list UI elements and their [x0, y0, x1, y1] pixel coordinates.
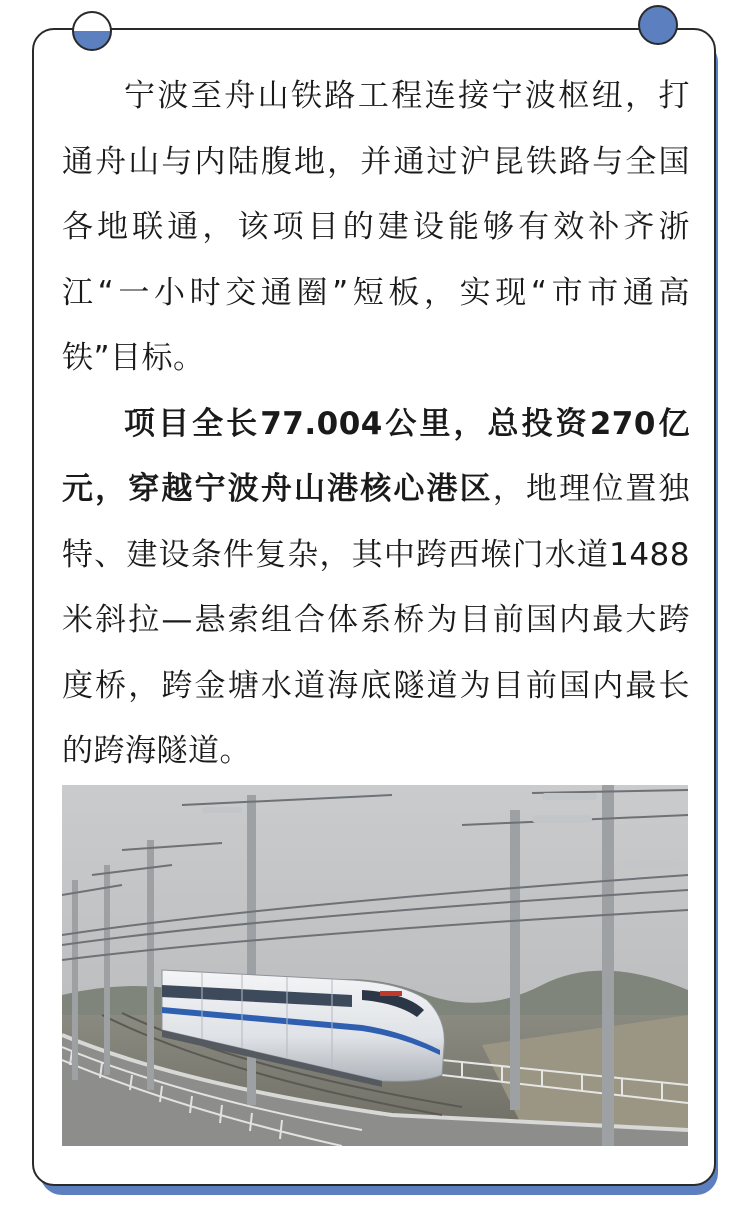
paragraph-2-highlight: 项目全长77.004公里，总投资270亿元，穿越宁波舟山港核心港区 — [62, 405, 690, 507]
high-speed-train-photo — [62, 785, 688, 1146]
paragraph-2-rest: ，地理位置独特、建设条件复杂，其中跨西堠门水道1488米斜拉—悬索组合体系桥为目前国内最大跨度桥，跨金塘水道海底隧道为目前国内最长的跨海隧道。 — [62, 471, 691, 769]
pin-right-decoration — [638, 5, 678, 45]
paragraph-1: 宁波至舟山铁路工程连接宁波枢纽，打通舟山与内陆腹地，并通过沪昆铁路与全国各地联通，该项目的建设能够有效补齐浙江“一小时交通圈”短板，实现“市市通高铁”目标。 — [62, 78, 690, 376]
article-body — [62, 64, 690, 785]
paragraph-2 — [62, 392, 690, 785]
pin-left-decoration — [72, 11, 112, 51]
